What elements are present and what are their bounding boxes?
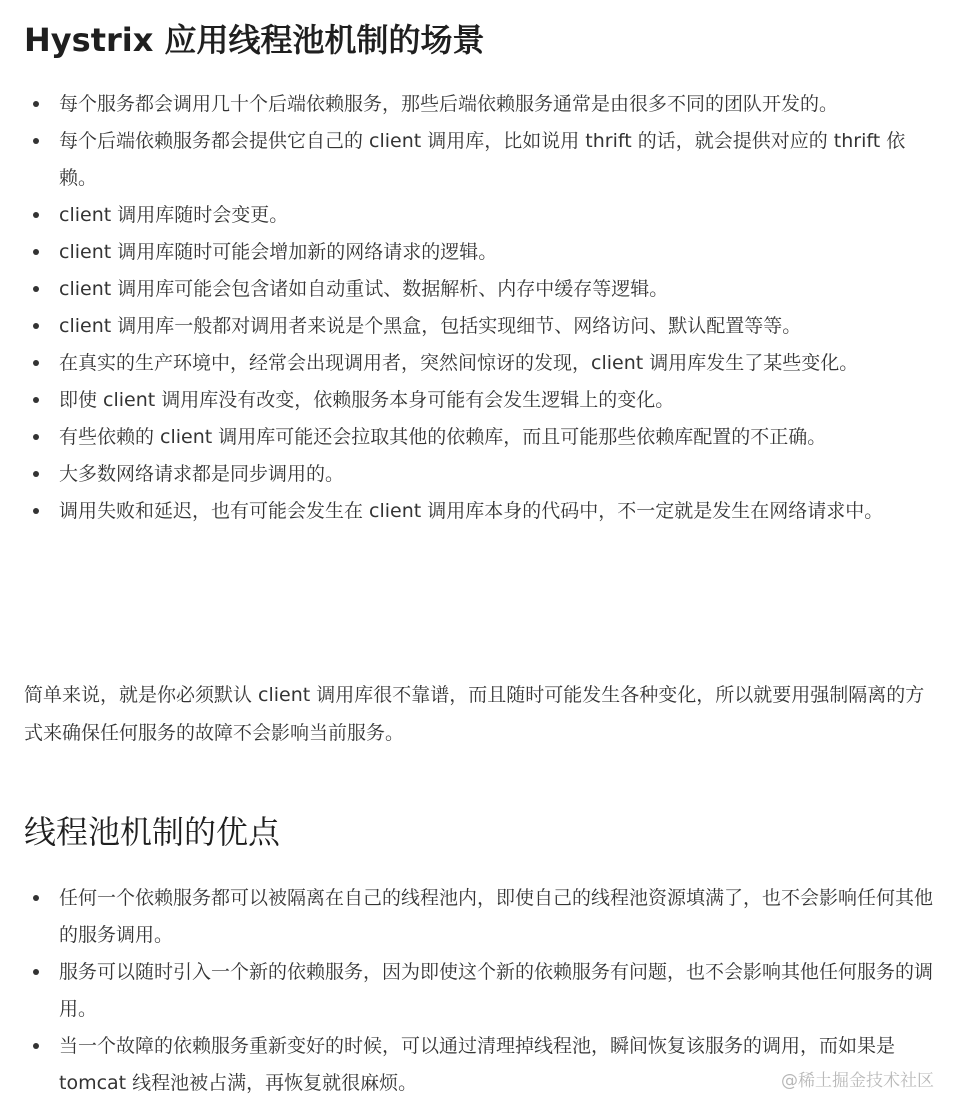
list-item (24, 86, 940, 123)
list-item-text: 有些依赖的 client 调用库可能还会拉取其他的依赖库，而且可能那些依赖库配置的不正确。 (59, 426, 827, 448)
list-item (24, 493, 940, 530)
list-item (24, 382, 940, 419)
bullet-icon (33, 323, 39, 329)
bullet-icon (33, 895, 39, 901)
list-item (24, 419, 940, 456)
list-item-text: 在真实的生产环境中，经常会出现调用者，突然间惊讶的发现，client 调用库发生了某些变化。 (59, 352, 859, 374)
list-item-text: 每个服务都会调用几十个后端依赖服务，那些后端依赖服务通常是由很多不同的团队开发的。 (59, 93, 839, 115)
bullet-icon (33, 969, 39, 975)
section-title-advantages: 线程池机制的优点 (24, 813, 281, 851)
bullet-icon (33, 360, 39, 366)
bullet-icon (33, 508, 39, 514)
bullet-icon (33, 138, 39, 144)
list-item-text: client 调用库一般都对调用者来说是个黑盒，包括实现细节、网络访问、默认配置等等。 (59, 315, 802, 337)
bullet-icon (33, 1043, 39, 1049)
list-item-text: 每个后端依赖服务都会提供它自己的 client 调用库，比如说用 thrift 的话，就会提供对应的 thrift 依赖。 (59, 130, 906, 189)
list-item (24, 123, 940, 197)
list-item-text: 即使 client 调用库没有改变，依赖服务本身可能有会发生逻辑上的变化。 (59, 389, 675, 411)
list-item (24, 308, 940, 345)
list-item-text: client 调用库随时可能会增加新的网络请求的逻辑。 (59, 241, 498, 263)
watermark: @稀土掘金技术社区 (781, 1071, 934, 1091)
bullet-icon (33, 286, 39, 292)
list-item (24, 234, 940, 271)
bullet-icon (33, 249, 39, 255)
list-item-text: 大多数网络请求都是同步调用的。 (59, 463, 345, 485)
list-item-text: 调用失败和延迟，也有可能会发生在 client 调用库本身的代码中，不一定就是发生在网络请求中。 (59, 500, 884, 522)
summary-paragraph: 简单来说，就是你必须默认 client 调用库很不靠谱，而且随时可能发生各种变化，所以就要用强制隔离的方式来确保任何服务的故障不会影响当前服务。 (24, 684, 925, 744)
list-item (24, 880, 940, 954)
list-item (24, 271, 940, 308)
list-item-text: 服务可以随时引入一个新的依赖服务，因为即使这个新的依赖服务有问题，也不会影响其他任何服务的调用。 (59, 961, 934, 1020)
list-item-text: 任何一个依赖服务都可以被隔离在自己的线程池内，即使自己的线程池资源填满了，也不会影响任何其他的服务调用。 (59, 887, 934, 946)
bullet-icon (33, 101, 39, 107)
list-item (24, 456, 940, 493)
bullet-icon (33, 471, 39, 477)
list-item-text: client 调用库可能会包含诸如自动重试、数据解析、内存中缓存等逻辑。 (59, 278, 669, 300)
scenario-list (24, 86, 940, 530)
list-item-text: 当一个故障的依赖服务重新变好的时候，可以通过清理掉线程池，瞬间恢复该服务的调用，而如果是 tomcat 线程池被占满，再恢复就很麻烦。 (59, 1035, 896, 1094)
list-item-text: client 调用库随时会变更。 (59, 204, 289, 226)
list-item (24, 345, 940, 382)
list-item (24, 197, 940, 234)
section-title-scenarios: Hystrix 应用线程池机制的场景 (24, 21, 485, 59)
bullet-icon (33, 397, 39, 403)
list-item (24, 954, 940, 1028)
advantage-list (24, 880, 940, 1102)
bullet-icon (33, 434, 39, 440)
bullet-icon (33, 212, 39, 218)
